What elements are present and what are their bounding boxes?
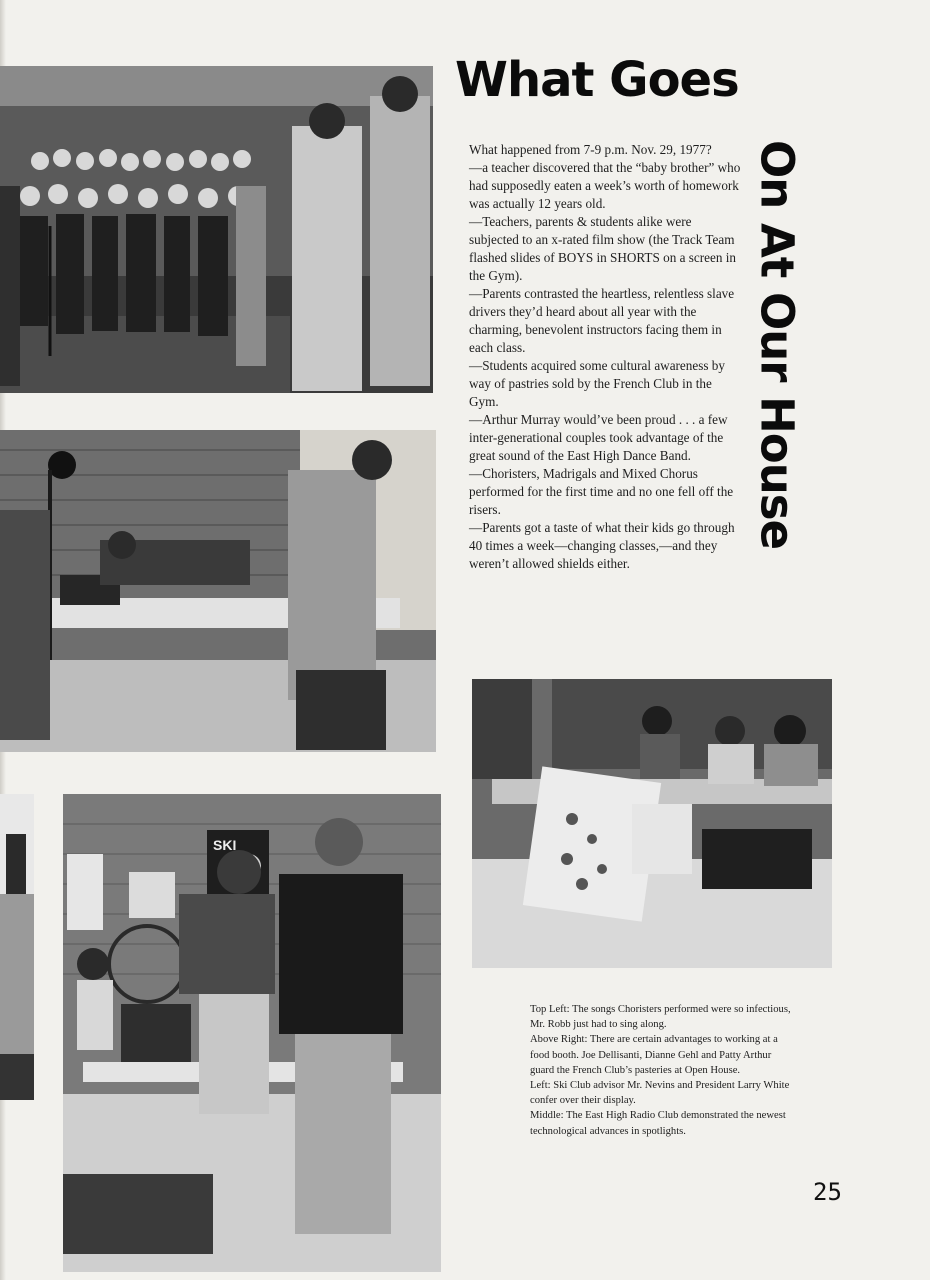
article-paragraph: —Parents contrasted the heartless, relentless slave drivers they’d heard about all year with the charming, benevolent instructors facing them in each class.: [469, 286, 735, 355]
article-paragraph: —Parents got a taste of what their kids go through 40 times a week—changing classes,—and they weren’t allowed shields either.: [469, 520, 735, 571]
ski-sign-text: SKI: [213, 837, 237, 853]
headline-vertical: [748, 140, 806, 600]
photo-captions: [530, 1002, 792, 1139]
caption-middle: Middle: The East High Radio Club demonstrated the newest technological advances in spotlights.: [530, 1110, 786, 1137]
caption-left: Left: Ski Club advisor Mr. Nevins and President Larry White confer over their display.: [530, 1080, 790, 1107]
caption-top-left: Top Left: The songs Choristers performed were so infectious, Mr. Robb just had to sing along.: [530, 1004, 791, 1031]
article-paragraph: What happened from 7-9 p.m. Nov. 29, 1977?: [469, 142, 712, 157]
radio-club-photo: [0, 430, 436, 752]
ski-club-photo: [63, 794, 441, 1272]
headline-on-at-our-house: On At Our House: [750, 140, 804, 550]
facing-page-photo-edge: [0, 794, 34, 1100]
article-paragraph: —Teachers, parents & students alike were subjected to an x-rated film show (the Track Team flashed slides of BOYS in SHORTS on a screen in the Gym).: [469, 214, 736, 283]
headline-what-goes: What Goes: [455, 52, 739, 108]
page-number: 25: [813, 1178, 842, 1206]
chorus-photo: [0, 66, 433, 393]
french-club-photo: [472, 679, 832, 968]
article-body: [469, 141, 744, 573]
caption-above-right: Above Right: There are certain advantages to working at a food booth. Joe Dellisanti, Dianne Gehl and Patty Arthur guard the French Club’s pasteries at Open House.: [530, 1034, 778, 1076]
article-paragraph: —Arthur Murray would’ve been proud . . . a few inter-generational couples took advantage of the great sound of the East High Dance Band.: [469, 412, 728, 463]
article-paragraph: —a teacher discovered that the “baby brother” who had supposedly eaten a week’s worth of homework was actually 12 years old.: [469, 160, 741, 211]
article-paragraph: —Students acquired some cultural awareness by way of pastries sold by the French Club in the Gym.: [469, 358, 725, 409]
article-paragraph: —Choristers, Madrigals and Mixed Chorus performed for the first time and no one fell off the risers.: [469, 466, 734, 517]
